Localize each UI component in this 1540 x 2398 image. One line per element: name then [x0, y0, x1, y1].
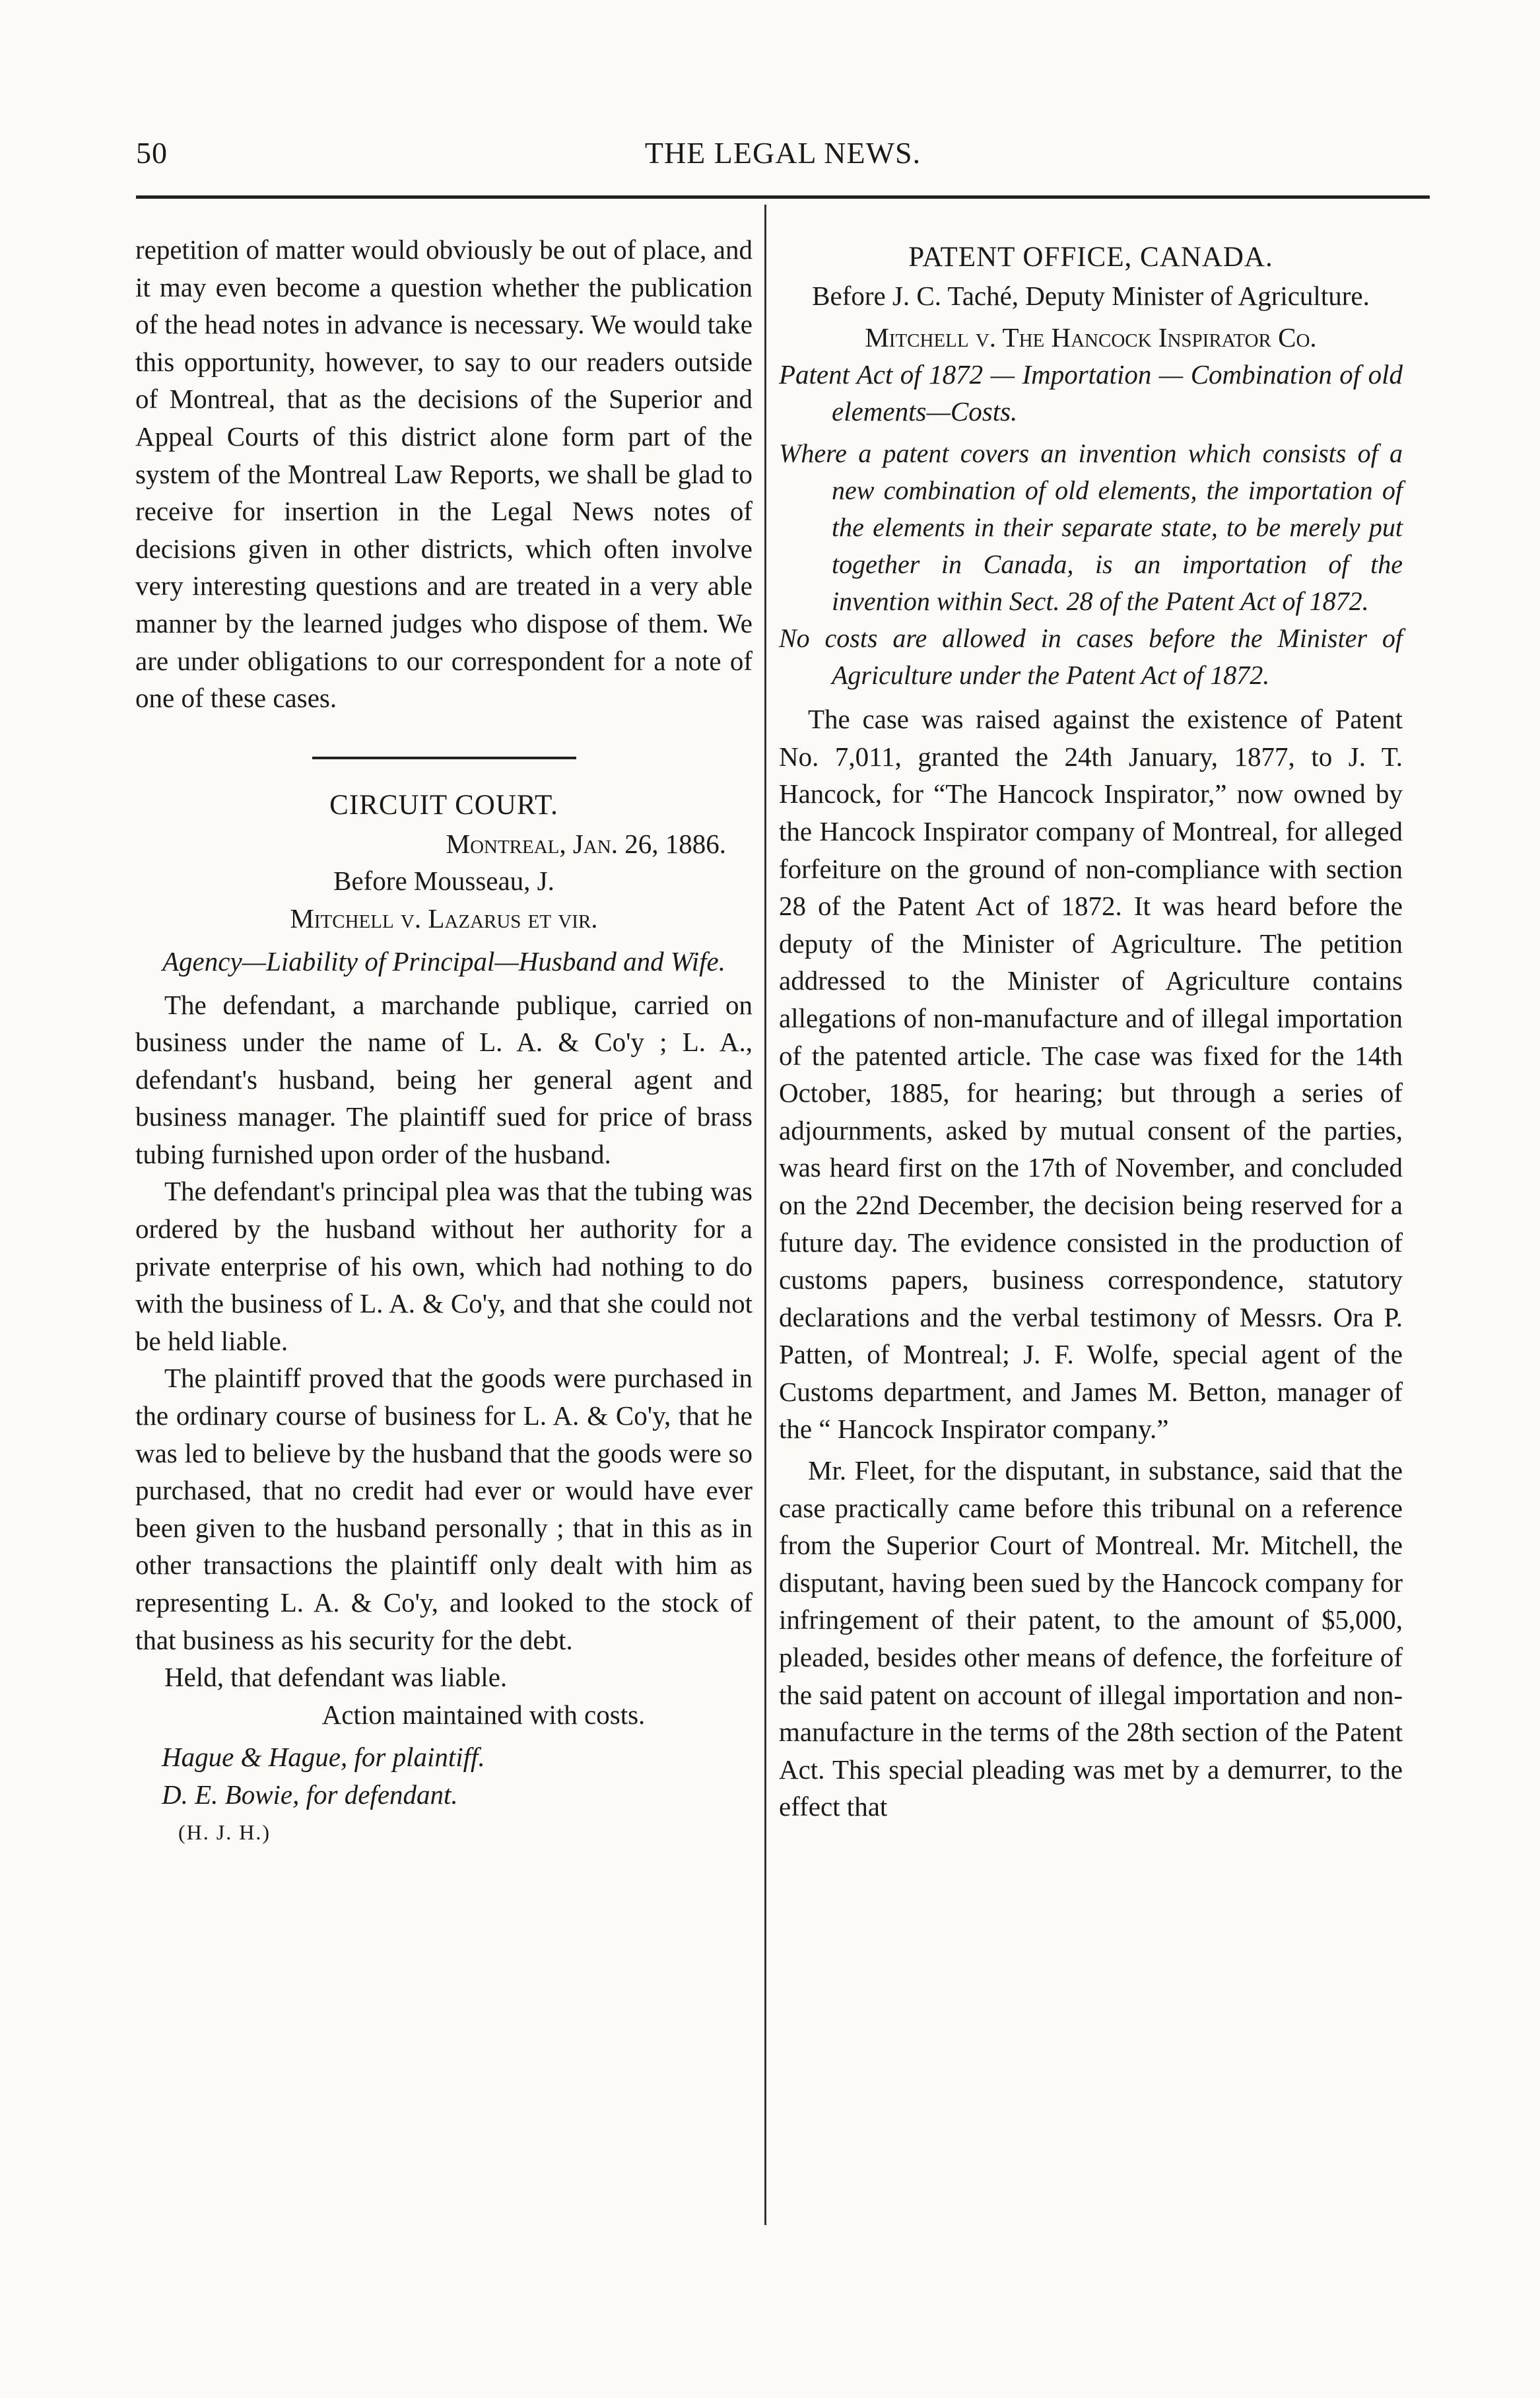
holding: Held, that defendant was liable.: [164, 1662, 508, 1693]
author-initials: (H. J. H.): [178, 1820, 271, 1844]
case-name: Mitchell v. The Hancock Inspirator Co.: [865, 322, 1317, 353]
counsel-defendant: D. E. Bowie, for defendant.: [162, 1779, 458, 1810]
left-column: [135, 231, 753, 1851]
paragraph: Mr. Fleet, for the disputant, in substance, said that the case practically came before this tribunal on a reference from the Superior Court of Montreal. Mr. Mitchell, the disputant, having been sued by the Hancock company for infringement of their patent, to the amount of $5,000, pleaded, besides other means of defence, the forfeiture of the said patent on account of illegal importation and non-manufacture in the terms of the 28th section of the Patent Act. This special pleading was met by a demurrer, to the effect that: [779, 1455, 1403, 1822]
section-separator: [312, 757, 576, 759]
headnote: Where a patent covers an invention which consists of a new combination of old elements, the importation of the elements in their separate state, to be merely put together in Canada, is an importation of the invention within Sect. 28 of the Patent Act of 1872.: [779, 438, 1403, 617]
before-judge: Before Mousseau, J.: [333, 866, 554, 897]
case-subject: Patent Act of 1872 — Importation — Combination of old elements—Costs.: [779, 359, 1403, 427]
court-heading: CIRCUIT COURT.: [329, 789, 558, 821]
page-header: [136, 135, 1430, 182]
right-column: [779, 231, 1403, 1826]
case-subject: Agency—Liability of Principal—Husband and Wife.: [162, 945, 725, 976]
header-rule: [136, 195, 1430, 199]
paragraph: The defendant, a marchande publique, carried on business under the name of L. A. & Co'y ; L. A., defendant's husband, being her general agent and business manager. The plaintiff sued for price of brass tubing furnished upon order of the husband.: [135, 989, 753, 1169]
counsel-plaintiff: Hague & Hague, for plaintiff.: [162, 1742, 485, 1773]
office-heading: PATENT OFFICE, CANADA.: [908, 242, 1273, 273]
result-line: Action maintained with costs.: [321, 1699, 646, 1730]
before-official: Before J. C. Taché, Deputy Minister of Agriculture.: [812, 281, 1370, 311]
paragraph: The plaintiff proved that the goods were purchased in the ordinary course of business for L. A. & Co'y, that he was led to believe by the husband that the goods were so purchased, that no credit had ever or would have ever been given to the husband personally ; that in this as in other transactions the plaintiff only dealt with him as representing L. A. & Co'y, and looked to the stock of that business as his security for the debt.: [135, 1363, 753, 1655]
headnote: No costs are allowed in cases before the Minister of Agriculture under the Patent Act of 1872.: [779, 623, 1403, 691]
column-divider: [764, 205, 766, 2225]
intro-paragraph: repetition of matter would obviously be out of place, and it may even become a question whether the publication of the head notes in advance is necessary. We would take this opportunity, however, to say to our readers outside of Montreal, that as the decisions of the Superior and Appeal Courts of this district alone form part of the system of the Montreal Law Reports, we shall be glad to receive for insertion in the Legal News notes of decisions given in other districts, which often involve very interesting questions and are treated in a very able manner by the learned judges who dispose of them. We are under obligations to our correspondent for a note of one of these cases.: [135, 234, 753, 714]
paragraph: The case was raised against the existence of Patent No. 7,011, granted the 24th January, 1877, to J. T. Hancock, for “The Hancock Inspirator,” now owned by the Hancock Inspirator company of Montreal, for alleged forfeiture on the ground of non-compliance with section 28 of the Patent Act of 1872. It was heard before the deputy of the Minister of Agriculture. The petition addressed to the Minister of Agriculture contains allegations of non-manufacture and of illegal importation of the patented article. The case was fixed for the 14th October, 1885, for hearing; but through a series of adjournments, asked by mutual consent of the parties, was heard first on the 17th of November, and concluded on the 22nd December, the decision being reserved for a future day. The evidence consisted in the production of customs papers, business correspondence, statutory declarations and the verbal testimony of Messrs. Ora P. Patten, of Montreal; J. F. Wolfe, special agent of the Customs department, and James M. Betton, manager of the “ Hancock Inspirator company.”: [779, 704, 1403, 1445]
place-date: Montreal, Jan. 26, 1886.: [446, 828, 726, 859]
case-name: Mitchell v. Lazarus et vir.: [290, 903, 598, 934]
paragraph: The defendant's principal plea was that the tubing was ordered by the husband without her authority for a private enterprise of his own, which had nothing to do with the business of L. A. & Co'y, and that she could not be held liable.: [135, 1176, 753, 1356]
running-title: THE LEGAL NEWS.: [644, 136, 921, 170]
page-number: 50: [136, 136, 168, 170]
